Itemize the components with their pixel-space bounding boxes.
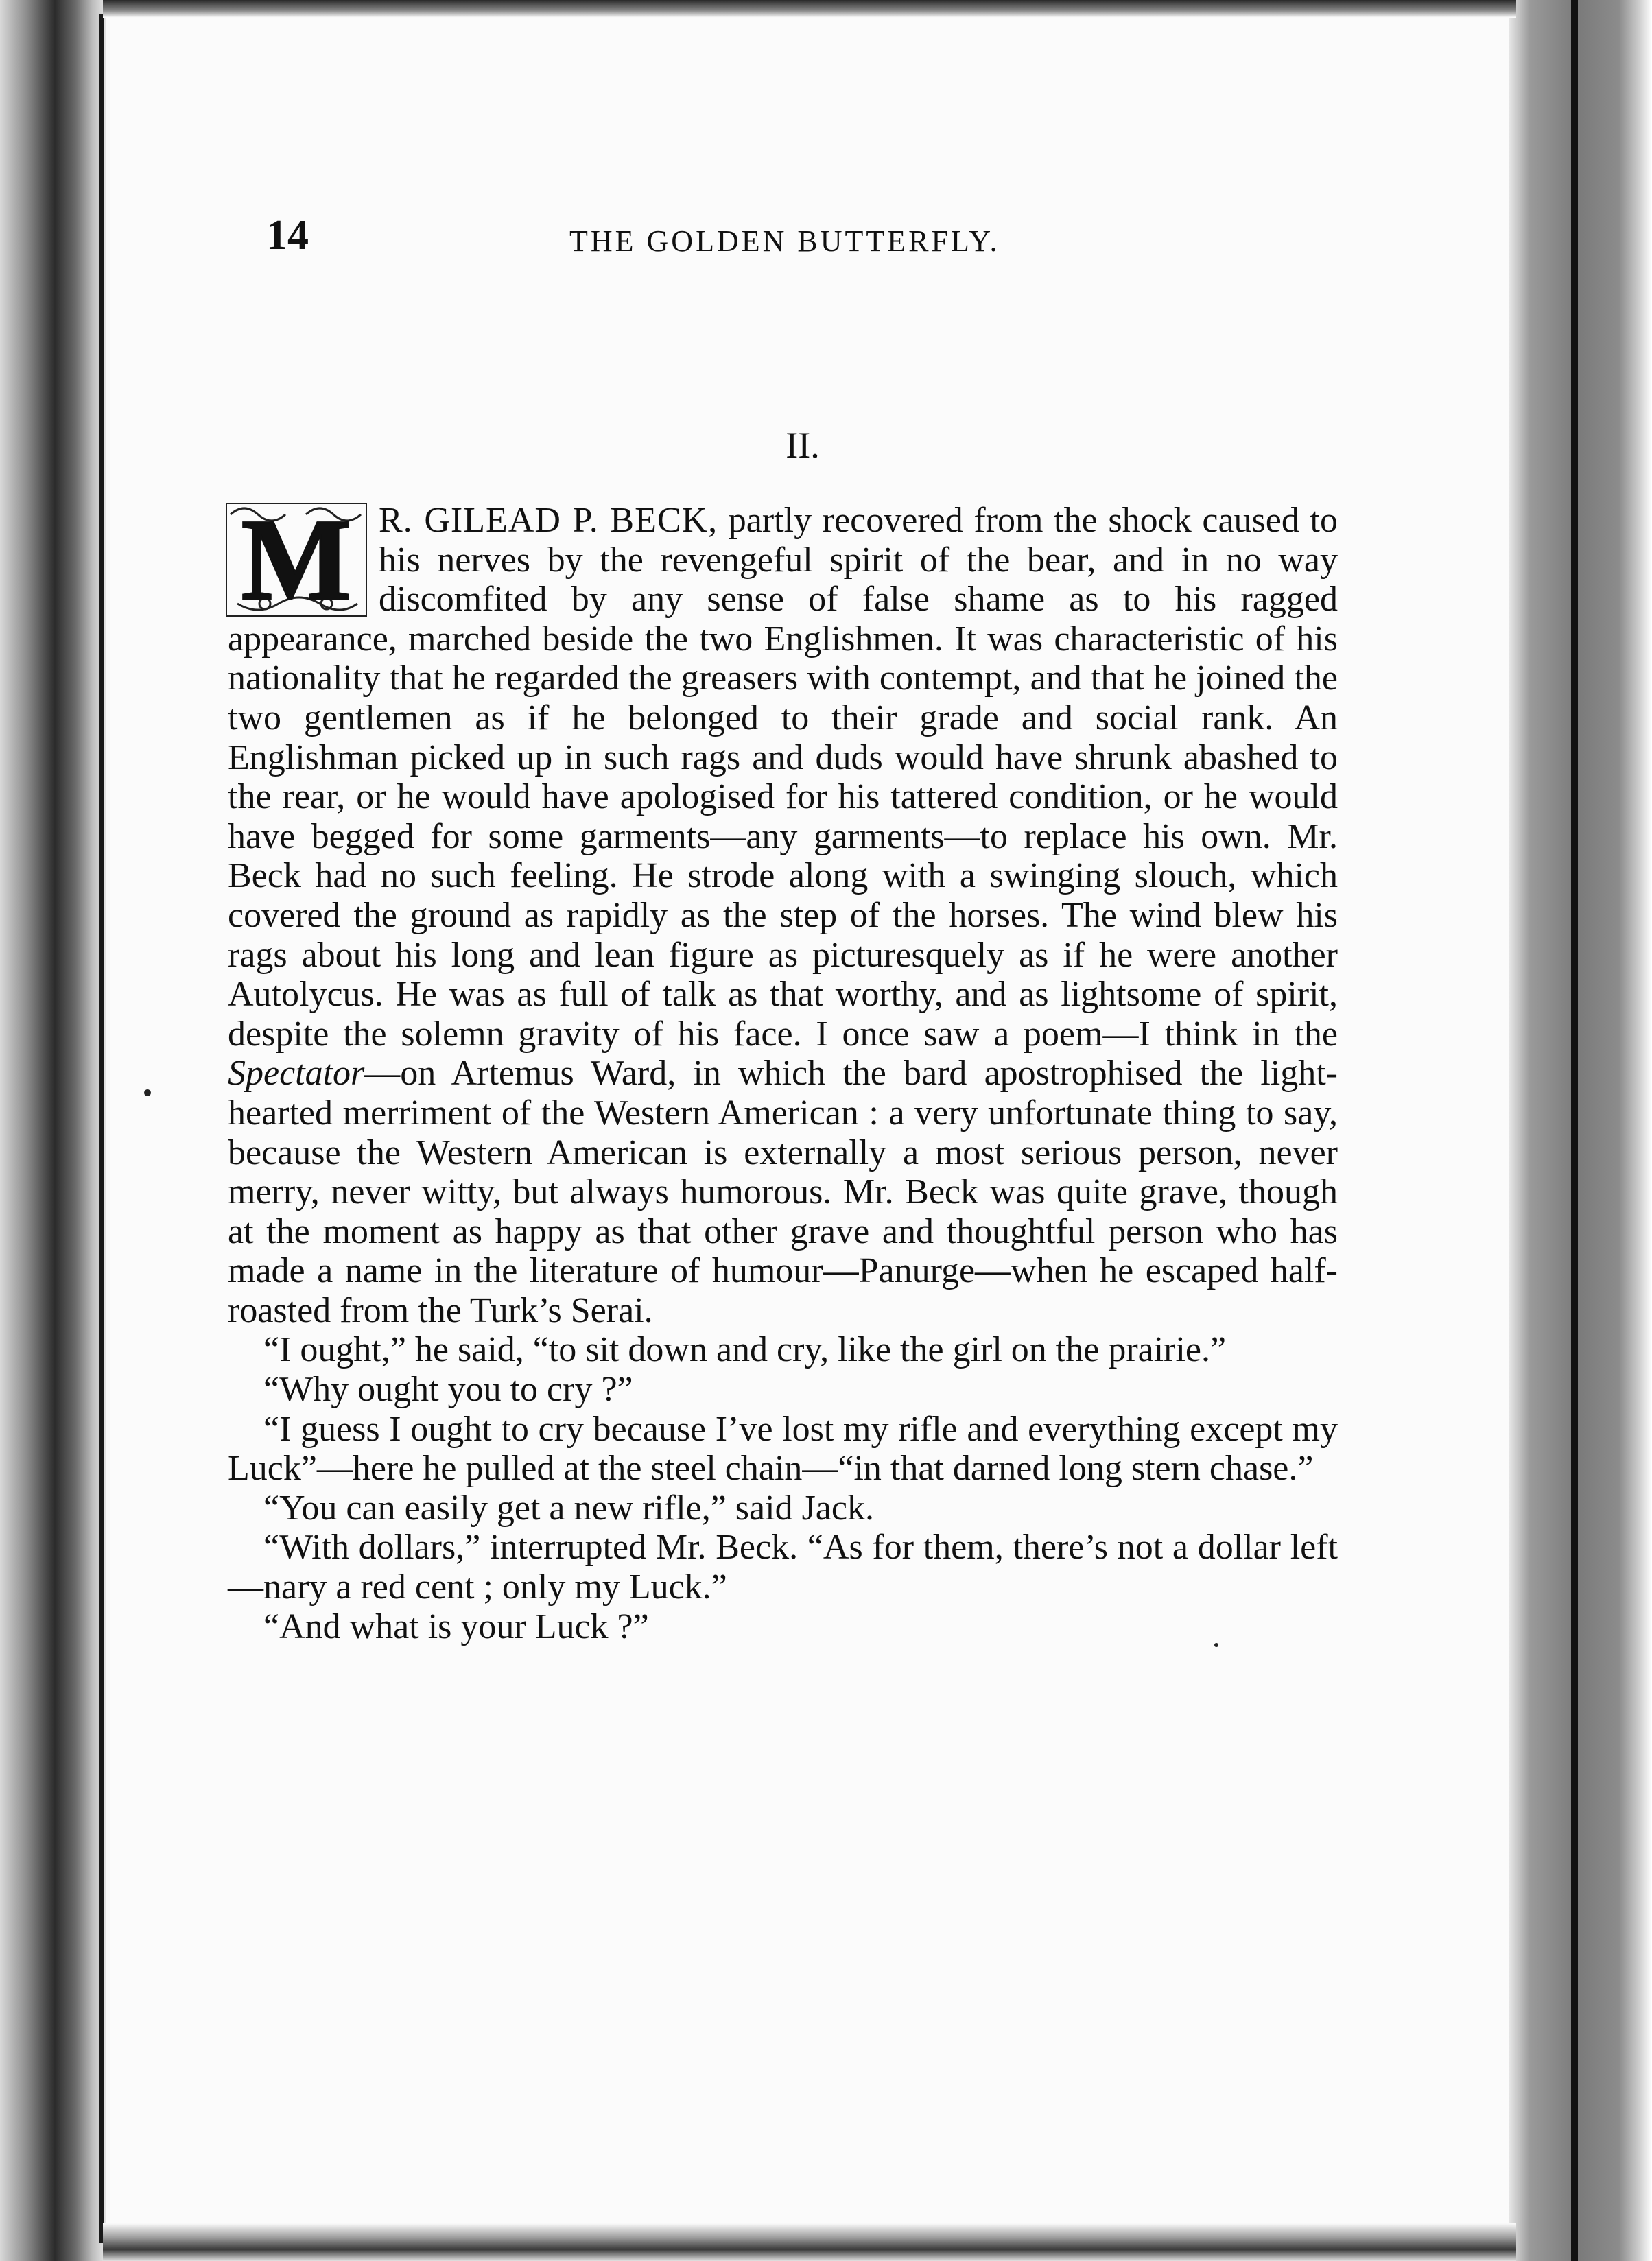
paragraph: “And what is your Luck ?” (263, 1607, 649, 1646)
paragraph (228, 495, 1338, 1330)
opening-words: R. GILEAD P. BECK, (379, 501, 718, 540)
page-number: 14 (266, 212, 309, 259)
ornamental-dropcap (224, 495, 369, 624)
right-page-edge (1571, 0, 1578, 2261)
stray-ink-mark (144, 1089, 151, 1096)
italic-title: Spectator (228, 1054, 365, 1093)
paragraph: “Why ought you to cry ?” (263, 1370, 633, 1410)
running-head (266, 211, 1048, 266)
paragraph-text: —on Artemus Ward, in which the bard apostrophised the light-hearted merriment of the Western American : a very unfortunate thing to say, because the Western American is externally a most serious person, never merry, never witty, but always humorous. Mr. Beck was quite grave, though at the moment as happy as that other grave and thoughtful person who has made a name in the literature of humour—Panurge—when he escaped half-roasted from the Turk’s Serai. (228, 1054, 1338, 1330)
right-gutter-shadow (1509, 0, 1652, 2261)
chapter-number: II. (786, 425, 820, 466)
left-binding-shadow (0, 0, 110, 2261)
stray-ink-mark (1214, 1643, 1218, 1647)
dropcap-letter: M (241, 495, 352, 624)
paragraph: “I guess I ought to cry because I’ve lost my rifle and everything except my Luck”—here he pulled at the steel chain—“in that darned long stern chase.” (228, 1409, 1338, 1489)
paragraph: “With dollars,” interrupted Mr. Beck. “As for them, there’s not a dollar left—nary a red cent ; only my Luck.” (228, 1528, 1338, 1607)
chapter-body (228, 495, 1338, 1646)
book-title: THE GOLDEN BUTTERFLY. (569, 224, 1000, 258)
top-page-edge (103, 0, 1516, 18)
paragraph: “I ought,” he said, “to sit down and cry, like the girl on the prairie.” (263, 1330, 1227, 1370)
paragraph-text: partly recovered from the shock caused to his nerves by the revengeful spirit of the bear, and in no way discomfited by any sense of false shame as to his ragged appearance, marched beside the two Englishmen. It was characteristic of his nationality that he regarded the greasers with contempt, and that he joined the two gentlemen as if he belonged to their grade and social rank. An Englishman picked up in such rags and duds would have shrunk abashed to the rear, or he would have apologised for his tattered condition, or he would have begged for some garments—any garments—to replace his own. Mr. Beck had no such feeling. He strode along with a swinging slouch, which covered the ground as rapidly as the step of the horses. The wind blew his rags about his long and lean figure as picturesquely as if he were another Autolycus. He was as full of talk as that worthy, and as lightsome of spirit, despite the solemn gravity of his face. I once saw a poem—I think in the (228, 501, 1338, 1054)
paragraph: “You can easily get a new rifle,” said Jack. (263, 1488, 874, 1528)
left-page-edge (99, 14, 104, 2243)
bottom-page-edge (103, 2223, 1516, 2261)
